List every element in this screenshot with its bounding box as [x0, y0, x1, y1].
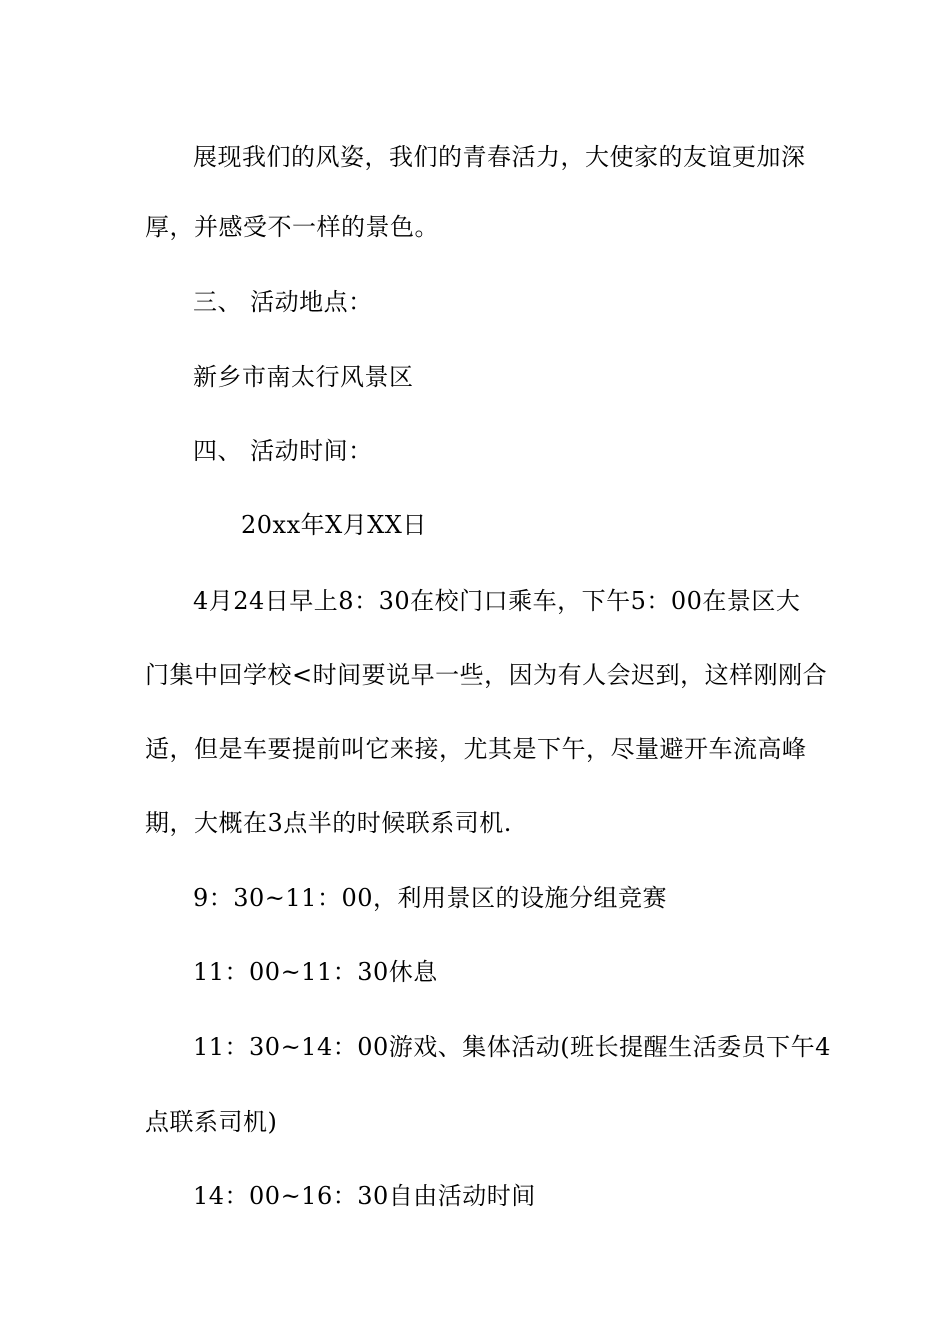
date-text: 20xx年X月XX日: [241, 511, 427, 539]
schedule-item-games-line-2: 点联系司机): [145, 1108, 278, 1136]
schedule-item-competition: 9：30~11：00，利用景区的设施分组竞赛: [193, 884, 667, 912]
paragraph-line-1: 展现我们的风姿，我们的青春活力，大使家的友谊更加深: [193, 143, 806, 171]
section-heading-location: 三、 活动地点：: [193, 288, 373, 316]
schedule-paragraph-line-2: 门集中回学校<时间要说早一些，因为有人会迟到，这样刚刚合: [145, 661, 828, 689]
schedule-item-games-line-1: 11：30~14：00游戏、集体活动(班长提醒生活委员下午4: [193, 1033, 831, 1061]
paragraph-line-2: 厚，并感受不一样的景色。: [145, 213, 439, 241]
schedule-paragraph-line-4: 期，大概在3点半的时候联系司机.: [145, 809, 512, 837]
section-heading-time: 四、 活动时间：: [193, 437, 373, 465]
schedule-item-rest: 11：00~11：30休息: [193, 958, 438, 986]
schedule-paragraph-line-1: 4月24日早上8：30在校门口乘车，下午5：00在景区大: [193, 587, 801, 615]
location-text: 新乡市南太行风景区: [193, 363, 414, 391]
schedule-paragraph-line-3: 适，但是车要提前叫它来接，尤其是下午，尽量避开车流高峰: [145, 735, 807, 763]
schedule-item-free-time: 14：00~16：30自由活动时间: [193, 1182, 536, 1210]
